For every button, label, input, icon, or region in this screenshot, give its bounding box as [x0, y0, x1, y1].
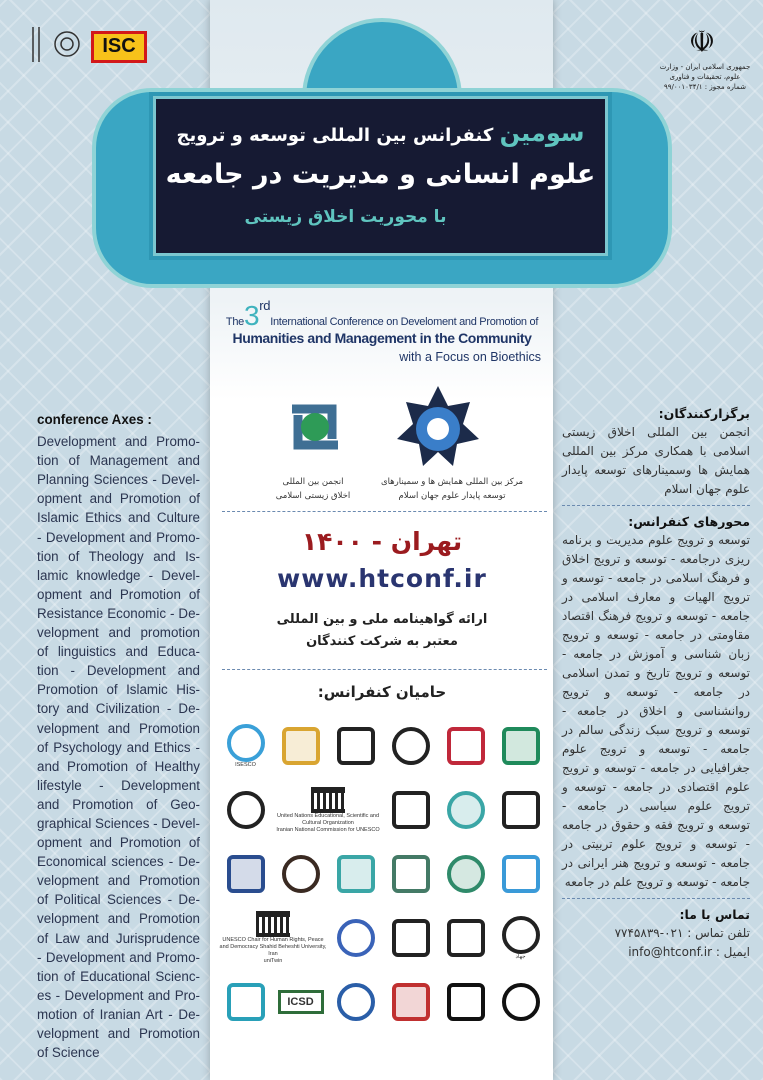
divider [562, 505, 750, 506]
sponsor-mark [502, 727, 540, 765]
sponsor-mark [502, 916, 540, 954]
sponsor-logo-shahid-beheshti-1 [218, 782, 273, 838]
axes-line: lamic knowledge - Devel- [37, 567, 200, 583]
world-islam-center-logo [395, 384, 481, 470]
sponsor-mark [392, 983, 430, 1021]
axes-line: tion of Management and [37, 453, 200, 469]
title-banner [153, 96, 608, 256]
sponsors-grid [218, 718, 548, 1030]
sponsor-label-2: Iranian National Commission for UNESCO [276, 826, 380, 833]
sponsor-logo-octagon [273, 846, 328, 902]
isc-logo: ISC [91, 31, 147, 63]
sponsor-mark [311, 787, 345, 813]
organizer1-caption-line2: اخلاق زیستی اسلامی [275, 491, 351, 501]
sponsor-logo-quran-arch [383, 910, 438, 966]
sponsor-mark [502, 983, 540, 1021]
axes-text-persian: توسعه و ترویج علوم مدیریت و برنامه ریزی درجامعه - توسعه و ترویج اخلاق و فرهنگ اسلامی در جامعه - توسعه و ترویج الهیات و معارف اسلامی در جامعه - توسعه و ترویج فرهنگ اقتصاد مقاومتی در جامعه - توسعه و ترویج زبان شناسی و آموزش در جامعه - توسعه و ترویج تاریخ و تمدن اسلامی در جامعه - توسعه و ترویج روانشناسی و اخلاق در جامعه - توسعه و ترویج سبک زندگی سالم در جامعه - توسعه و ترویج علوم جغرافیایی در جامعه - توسعه و ترویج علوم اقتصادی در جامعه - توسعه و ترویج علوم سیاسی در جامعه - توسعه و ترویج فقه و حقوق در جامعه - توسعه و ترویج علوم تربیتی در جامعه - توسعه و ترویج هنر ایرانی در جامعه - توسعه و ترویج علم در جامعه [562, 533, 750, 889]
axes-line: lifestyle - Development [37, 777, 200, 793]
axes-line: Resistance Economic - De- [37, 605, 200, 621]
sponsor-mark [392, 791, 430, 829]
title-line2: علوم انسانی و مدیریت در جامعه [165, 159, 596, 190]
sponsor-logo-book-frame [438, 974, 493, 1030]
city-year: تهران - ۱۴۰۰ [301, 527, 463, 556]
contact-section [562, 905, 750, 962]
axes-line: Islamic Ethics and Culture [37, 510, 200, 526]
sponsor-label-2: uniTwin [263, 958, 283, 964]
organizers-heading: برگزارکنندگان: [658, 406, 750, 421]
english-the: The [225, 316, 244, 328]
axes-line: tion of Educational Scienc- [37, 968, 200, 984]
sponsor-logo-teal-circle [438, 782, 493, 838]
sponsor-logo-icsd [273, 974, 328, 1030]
divider [222, 669, 547, 670]
organizers-text: انجمن بین المللی اخلاق زیستی اسلامی با همکاری مرکز بین المللی همایش ها وسمینارهای توسعه پایدار علوم جهان اسلام [562, 425, 750, 496]
english-line1-text: International Conference on Develoment and Promotion of [270, 316, 539, 328]
sponsor-logo-shahid-beheshti-2 [383, 782, 438, 838]
english-line1 [213, 298, 551, 331]
title-lead: سومین [499, 119, 585, 147]
sponsor-mark [227, 791, 265, 829]
sponsor-logo-heart-frame [493, 974, 548, 1030]
title-line1 [156, 119, 605, 147]
sponsor-logo-red-green [383, 974, 438, 1030]
axes-line: opment and Promotion of [37, 586, 200, 602]
sponsor-logo-teal-star [218, 974, 273, 1030]
sponsor-mark [227, 983, 265, 1021]
sponsor-mark [447, 791, 485, 829]
axes-line: of linguistics and Educa- [37, 644, 200, 660]
sponsor-mark [227, 724, 265, 762]
sponsor-mark [337, 855, 375, 893]
axes-line: Promotion of Islamic His- [37, 682, 200, 698]
sponsor-logo-qom-university [218, 846, 273, 902]
sponsor-logo-star-pattern [438, 910, 493, 966]
sponsor-logo-unesco-unitwin [218, 910, 328, 966]
sponsor-mark [337, 919, 375, 957]
sponsor-mark [502, 791, 540, 829]
sponsor-mark [227, 855, 265, 893]
axes-line: of Political Sciences - De- [37, 892, 200, 908]
axes-line: of Law and Jurisprudence [37, 930, 200, 946]
bioethics-association-logo [272, 384, 358, 470]
sponsor-mark [447, 727, 485, 765]
organizers-section [562, 404, 750, 499]
sponsor-logo-iranian-society [273, 718, 328, 774]
sponsor-mark [447, 983, 485, 1021]
axes-line: velopment and promotion [37, 625, 200, 641]
sponsor-label: UNESCO Chair for Human Rights, Peace and Democracy Shahid Beheshti University, Iran [219, 937, 327, 957]
sponsor-mark [392, 727, 430, 765]
certificate-text: ارائه گواهینامه ملی و بین المللی معتبر به شرکت کنندگان [276, 612, 488, 649]
sponsor-logo-jihad [493, 910, 548, 966]
axes-line: tory and Civilization - De- [37, 701, 200, 717]
title-line1-text: کنفرانس بین المللی توسعه و ترویج [176, 125, 494, 146]
axes-line: opment and Promotion of [37, 491, 200, 507]
phone: تلفن تماس : ۰۲۱-۷۷۴۵۸۳۹ [614, 926, 750, 940]
sponsor-logo-blue-ring [493, 846, 548, 902]
axes-line: - Development and Promo- [37, 949, 200, 965]
sponsor-logo-azad-university [328, 910, 383, 966]
axes-line: Economical sciences - De- [37, 854, 200, 870]
sponsors-title: حامیان کنفرانس: [317, 683, 447, 701]
sponsor-mark [282, 855, 320, 893]
axes-line: velopment and Promotion [37, 873, 200, 889]
medical-ethics-logo [25, 22, 85, 67]
emblem-caption: جمهوری اسلامی ایران - وزارت علوم، تحقیقات و فناوری [659, 63, 751, 81]
sponsor-logo-unesco-iran [273, 782, 383, 838]
sponsor-logo-star-center [438, 718, 493, 774]
license-number: شماره مجوز : ۹۹/۰۰۱۰۳۴/۱ [664, 83, 746, 91]
contact-heading: تماس با ما: [679, 907, 750, 922]
sponsor-mark [502, 855, 540, 893]
sponsor-mark: ICSD [278, 990, 324, 1014]
sponsor-logo-ministry-justice-2 [383, 718, 438, 774]
axes-line: and Promotion of Healthy [37, 758, 200, 774]
sponsor-label: جهاد [515, 953, 526, 960]
english-suffix: rd [259, 298, 271, 313]
english-line2: Humanities and Management in the Community [232, 330, 532, 346]
organizer2-caption [372, 475, 532, 503]
iran-emblem-icon: ☫ [688, 25, 716, 60]
axes-line: motion of Iranian Art - De- [37, 1006, 200, 1022]
sponsor-mark [392, 919, 430, 957]
axes-line: velopment and Promotion [37, 1026, 200, 1041]
axes-section-persian [562, 512, 750, 892]
right-column [562, 404, 750, 962]
axes-line: es - Development and Pro- [37, 987, 200, 1003]
english-line3: with a Focus on Bioethics [399, 350, 541, 364]
organizer1-caption [258, 475, 368, 503]
english-ordinal: 3 [243, 300, 260, 331]
organizer1-caption-line1: انجمن بین المللی [282, 477, 344, 487]
axes-line: Planning Sciences - Devel- [37, 472, 200, 488]
axes-heading-persian: محورهای کنفرانس: [628, 514, 750, 529]
organizer2-caption-line2: توسعه پایدار علوم جهان اسلام [398, 491, 506, 501]
sponsor-logo-ministry-justice-1 [328, 718, 383, 774]
axes-line: graphical Sciences - Devel- [37, 815, 200, 831]
axes-line: and Promotion of Geo- [37, 796, 200, 812]
sponsor-mark [392, 855, 430, 893]
sponsor-label: ISESCO [235, 761, 256, 768]
axes-line: Development and Promo- [37, 434, 200, 450]
sponsor-logo-isesco [218, 718, 273, 774]
website-link[interactable]: www.htconf.ir [277, 564, 487, 593]
sponsor-mark [447, 855, 485, 893]
sponsor-logo-green-circle [438, 846, 493, 902]
axes-heading: conference Axes : [37, 412, 152, 427]
sponsor-logo-wave-circle [328, 846, 383, 902]
email-link[interactable]: ایمیل : info@htconf.ir [628, 945, 750, 959]
sponsor-mark [282, 727, 320, 765]
axes-line: - Development and Promo- [37, 529, 200, 545]
axes-line: tion of Theology and Is- [37, 548, 200, 564]
divider [562, 898, 750, 899]
conference-axes-english [37, 410, 200, 1062]
axes-lines [37, 432, 200, 1062]
axes-line: of Science [37, 1045, 100, 1061]
sponsor-label: United Nations Educational, Scientific and Cultural Organization [276, 812, 380, 826]
axes-line: tion - Development and [37, 663, 200, 679]
sponsor-mark [447, 919, 485, 957]
axes-line: of Psychology and Ethics - [37, 739, 200, 755]
divider [222, 511, 547, 512]
sponsor-mark [337, 727, 375, 765]
title-line3: با محوریت اخلاق زیستی [244, 207, 447, 227]
sponsor-logo-arabesque [383, 846, 438, 902]
sponsor-mark [256, 911, 290, 937]
sponsor-mark [337, 983, 375, 1021]
sponsor-logo-globe-hands [493, 782, 548, 838]
sponsor-logo-blue-flower [493, 718, 548, 774]
axes-line: opment and Promotion of [37, 835, 200, 851]
emblem-text [655, 62, 755, 92]
axes-line: velopment and Promotion [37, 720, 200, 736]
sponsor-logo-blue-swirl [328, 974, 383, 1030]
axes-line: velopment and Promotion [37, 911, 200, 927]
organizer2-caption-line1: مرکز بین المللی همایش ها و سمینارهای [380, 477, 524, 487]
